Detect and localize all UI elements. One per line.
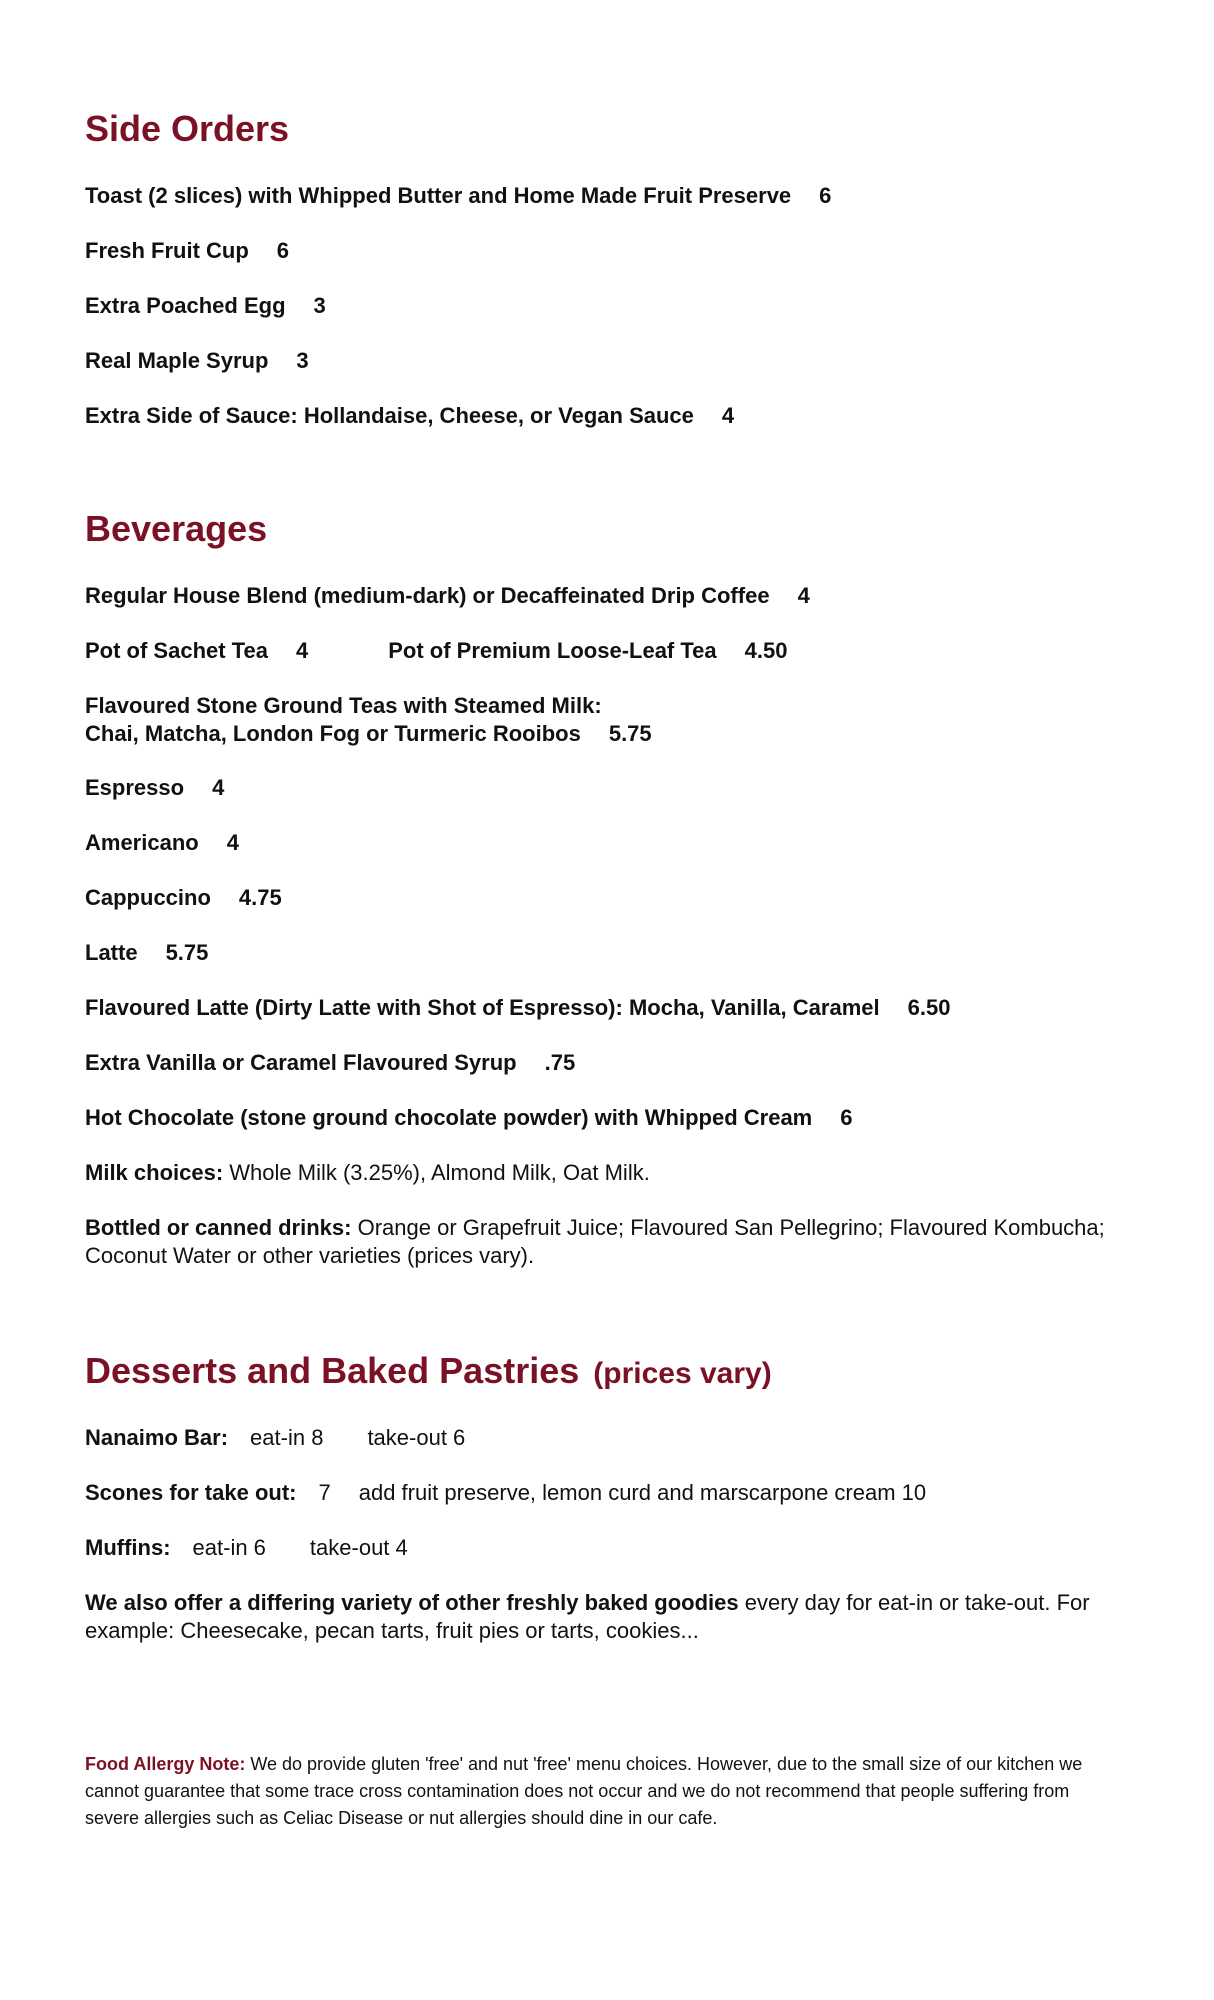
menu-item (85, 237, 289, 265)
item-name: Scones for take out: (85, 1480, 297, 1505)
item-extra: add fruit preserve, lemon curd and marscarpone cream 10 (358, 1480, 927, 1505)
menu-item-latte (85, 939, 208, 967)
muffins (85, 1534, 408, 1562)
menu-item-flavoured-latte (85, 994, 950, 1022)
item-price: .75 (544, 1050, 576, 1075)
item-price: eat-in 8 (250, 1425, 324, 1450)
item-price: 4 (226, 830, 239, 855)
menu-item-hot-chocolate (85, 1104, 853, 1132)
menu-item (85, 402, 734, 430)
milk-choices-label: Milk choices: (85, 1160, 224, 1185)
menu-item-flavoured-teas (85, 692, 652, 748)
item-name: Regular House Blend (medium-dark) or Decaffeinated Drip Coffee (85, 583, 770, 608)
scones (85, 1479, 926, 1507)
item-price: 4.75 (238, 885, 282, 910)
menu-item (85, 347, 309, 375)
bottled-drinks-label: Bottled or canned drinks: (85, 1215, 352, 1240)
item-price: 3 (313, 293, 326, 318)
item-price: 4 (721, 403, 735, 428)
menu-item-americano (85, 829, 239, 857)
desserts-heading (85, 1350, 772, 1392)
beverages-heading: Beverages (85, 508, 268, 549)
item-name: Extra Poached Egg (85, 293, 286, 318)
item-price: 5.75 (608, 721, 652, 746)
bottled-drinks (85, 1214, 1145, 1270)
item-name: Americano (85, 830, 199, 855)
item-name: Pot of Premium Loose-Leaf Tea (388, 638, 717, 663)
milk-choices-text: Whole Milk (3.25%), Almond Milk, Oat Milk. (223, 1160, 650, 1185)
menu-item (85, 182, 831, 210)
allergy-note (85, 1751, 1115, 1832)
item-name: Extra Vanilla or Caramel Flavoured Syrup (85, 1050, 517, 1075)
item-price: eat-in 6 (192, 1535, 266, 1560)
item-name: Espresso (85, 775, 185, 800)
menu-item-extra-syrup (85, 1049, 575, 1077)
also-offer (85, 1589, 1145, 1645)
item-name: Muffins: (85, 1535, 171, 1560)
item-name: Flavoured Stone Ground Teas with Steamed Milk: (85, 693, 602, 718)
item-price: 5.75 (165, 940, 209, 965)
item-name: Nanaimo Bar: (85, 1425, 229, 1450)
menu-item-drip-coffee (85, 582, 810, 610)
item-name: Real Maple Syrup (85, 348, 269, 373)
item-name: Hot Chocolate (stone ground chocolate powder) with Whipped Cream (85, 1105, 813, 1130)
item-price: take-out 4 (309, 1535, 408, 1560)
allergy-note-label: Food Allergy Note: (85, 1754, 246, 1774)
menu-item-espresso (85, 774, 224, 802)
item-name: Pot of Sachet Tea (85, 638, 268, 663)
item-price: 4 (797, 583, 810, 608)
also-offer-label: We also offer a differing variety of other freshly baked goodies (85, 1590, 739, 1615)
item-name: Fresh Fruit Cup (85, 238, 249, 263)
item-name: Latte (85, 940, 138, 965)
item-name: Extra Side of Sauce: Hollandaise, Cheese, or Vegan Sauce (85, 403, 694, 428)
item-name: Toast (2 slices) with Whipped Butter and Home Made Fruit Preserve (85, 183, 792, 208)
item-price: 4 (212, 775, 225, 800)
item-price: 4 (295, 638, 309, 663)
menu-item-tea (85, 637, 787, 665)
item-price: take-out 6 (367, 1425, 466, 1450)
item-name: Chai, Matcha, London Fog or Turmeric Rooibos (85, 721, 581, 746)
item-price: 4.50 (744, 638, 788, 663)
menu-item-cappuccino (85, 884, 282, 912)
item-name: Cappuccino (85, 885, 211, 910)
item-price: 6 (819, 183, 832, 208)
item-price: 3 (296, 348, 309, 373)
side-orders-heading: Side Orders (85, 108, 290, 149)
item-price: 6 (276, 238, 290, 263)
desserts-title: Desserts and Baked Pastries (85, 1350, 580, 1391)
desserts-subtitle: (prices vary) (593, 1357, 772, 1390)
milk-choices (85, 1159, 650, 1187)
also-offer-text: every day for eat-in or take-out. For example: Cheesecake, pecan tarts, fruit pies or tarts, cookies... (85, 1590, 1090, 1643)
allergy-note-text: We do provide gluten 'free' and nut 'free' menu choices. However, due to the small size of our kitchen we cannot guarantee that some trace cross contamination does not occur and we do not recommend that people suffering from severe allergies such as Celiac Disease or nut allergies should dine in our cafe. (85, 1754, 1083, 1828)
item-name: Flavoured Latte (Dirty Latte with Shot of Espresso): Mocha, Vanilla, Caramel (85, 995, 880, 1020)
item-price: 6 (840, 1105, 853, 1130)
bottled-drinks-text: Orange or Grapefruit Juice; Flavoured San Pellegrino; Flavoured Kombucha; Coconut Water or other varieties (prices vary). (85, 1215, 1105, 1268)
menu-item (85, 292, 326, 320)
item-price: 6.50 (907, 995, 951, 1020)
nanaimo-bar (85, 1424, 465, 1452)
item-price: 7 (318, 1480, 331, 1505)
